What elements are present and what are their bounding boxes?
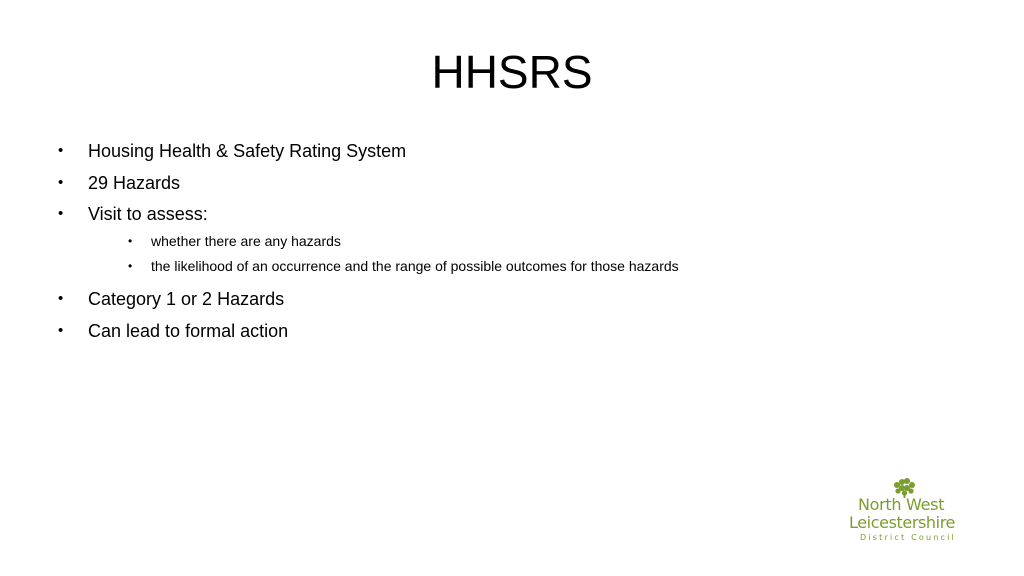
bullet-text: Category 1 or 2 Hazards — [88, 289, 285, 309]
sub-bullet-marker: • — [128, 259, 133, 273]
logo-text-north-west: North West — [858, 495, 945, 514]
sub-bullet-item — [88, 231, 958, 251]
bullet-marker: • — [58, 142, 64, 159]
council-logo — [846, 476, 976, 548]
bullet-text: 29 Hazards — [88, 172, 181, 193]
bullet-marker: • — [58, 290, 64, 307]
bullet-item — [58, 138, 958, 164]
sub-bullet-text: whether there are any hazards — [151, 233, 341, 249]
bullet-text: Can lead to formal action — [88, 320, 289, 341]
sub-bullet-list — [88, 231, 958, 276]
sub-bullet-item — [88, 256, 958, 276]
bullet-item — [58, 170, 958, 196]
bullet-item — [58, 318, 958, 344]
logo-text-leicestershire: Leicestershire — [849, 513, 955, 532]
bullet-marker: • — [58, 205, 64, 222]
slide-title: HHSRS — [431, 46, 593, 98]
bullet-text: Visit to assess: — [88, 204, 208, 224]
bullet-marker: • — [58, 321, 64, 339]
bullet-item — [58, 286, 958, 312]
sub-bullet-marker: • — [128, 234, 133, 248]
logo-text-district-council: District Council — [860, 533, 956, 542]
sub-bullet-text: the likelihood of an occurrence and the range of possible outcomes for those hazards — [151, 258, 679, 274]
bullet-list — [58, 138, 958, 349]
bullet-text: Housing Health & Safety Rating System — [88, 141, 407, 161]
bullet-item — [58, 201, 958, 276]
bullet-marker: • — [58, 173, 64, 191]
